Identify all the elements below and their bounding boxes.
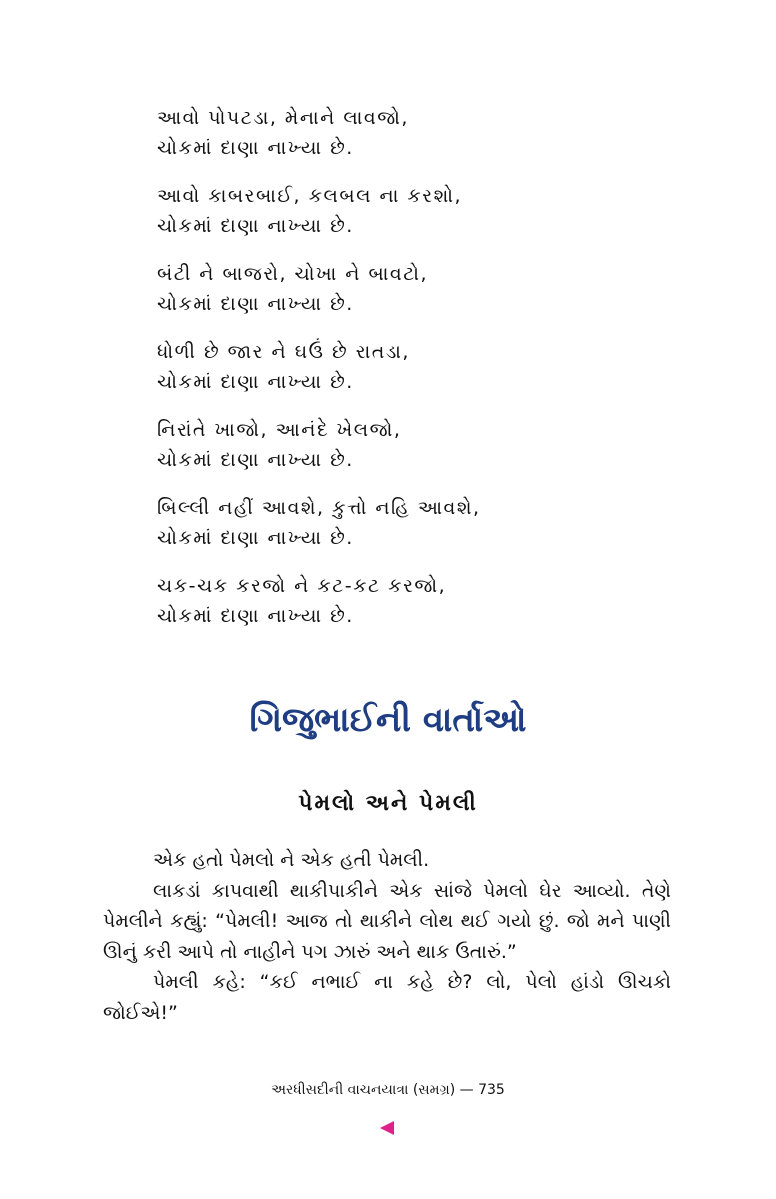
- poem-line: ધોળી છે જાર ને ઘઉં છે રાતડા,: [157, 341, 410, 363]
- paragraph: એક હતો પેમલો ને એક હતી પેમલી.: [153, 849, 430, 871]
- poem-refrain: ચોકમાં દાણા નાખ્યા છે.: [157, 215, 354, 237]
- poem-line: આવો પોપટડા, મેનાને લાવજો,: [157, 107, 409, 129]
- poem-refrain: ચોકમાં દાણા નાખ્યા છે.: [157, 527, 354, 549]
- poem-stanza-7: [157, 571, 677, 631]
- poem-refrain: ચોકમાં દાણા નાખ્યા છે.: [157, 449, 354, 471]
- poem-line: આવો કાબરબાઈ, કલબલ ના કરશો,: [157, 185, 463, 207]
- poem-refrain: ચોકમાં દાણા નાખ્યા છે.: [157, 605, 354, 627]
- poem-line: નિરાંતે ખાજો, આનંદે ખેલજો,: [157, 419, 402, 441]
- poem-stanza-5: [157, 415, 677, 475]
- poem-stanza-4: [157, 337, 677, 397]
- story-title: પેમલો અને પેમલી: [298, 791, 478, 816]
- poem-refrain: ચોકમાં દાણા નાખ્યા છે.: [157, 293, 354, 315]
- poem-refrain: ચોકમાં દાણા નાખ્યા છે.: [157, 137, 354, 159]
- poem-stanza-2: [157, 181, 677, 241]
- poem-line: બંટી ને બાજરો, ચોખા ને બાવટો,: [157, 263, 429, 285]
- poem-stanza-3: [157, 259, 677, 319]
- poem-line: બિલ્લી નહીં આવશે, કુત્તો નહિ આવશે,: [157, 497, 481, 519]
- poem: [157, 103, 677, 649]
- poem-stanza-6: [157, 493, 677, 553]
- poem-stanza-1: [157, 103, 677, 163]
- poem-refrain: ચોકમાં દાણા નાખ્યા છે.: [157, 371, 354, 393]
- poem-line: ચક-ચક કરજો ને કટ-કટ કરજો,: [157, 575, 447, 597]
- paragraph: પેમલી કહે: “કઈ નભાઈ ના કહે છે? લો, પેલો હાંડો ઊચકો જોઈએ!”: [103, 971, 671, 1024]
- page-footer: અરધીસદીની વાચનયાત્રા (સમગ્ર) — 735: [271, 1082, 505, 1098]
- story-body: [103, 845, 671, 1028]
- paragraph: લાકડાં કાપવાથી થાકીપાકીને એક સાંજે પેમલો ઘેર આવ્યો. તેણે પેમલીને કહ્યું: “પેમલી! આજ તો થાકીને લોથ થઈ ગયો છું. જો મને પાણી ઊનું કરી આપે તો નાહીને પગ ઝારું અને થાક ઉતારું.”: [103, 879, 671, 963]
- left-triangle-icon: [380, 1121, 394, 1135]
- section-title: ગિજુભાઈની વાર્તાઓ: [249, 700, 527, 740]
